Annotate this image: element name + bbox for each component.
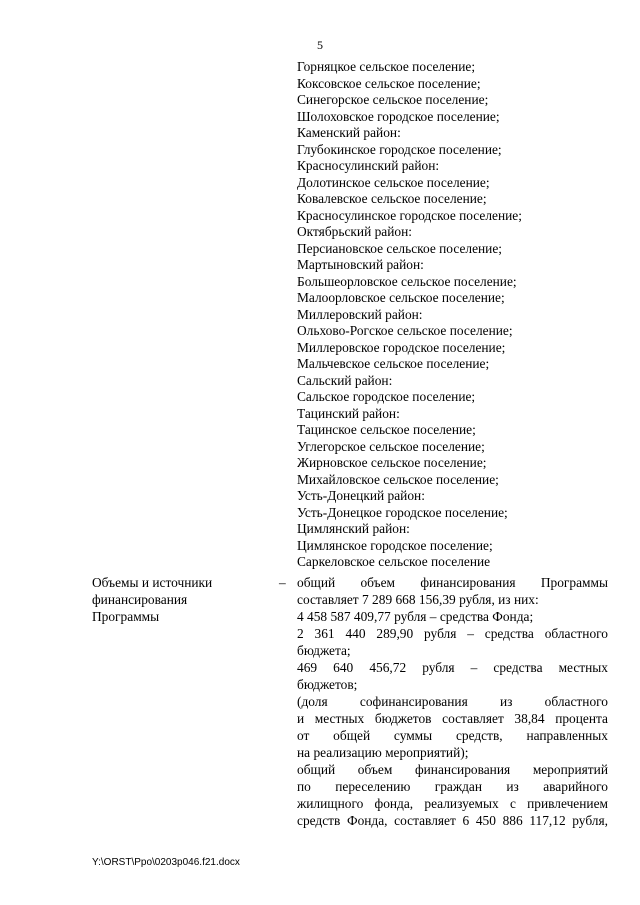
funding-text <box>297 574 608 829</box>
page-number: 5 <box>317 38 323 52</box>
settlement-line: Усть-Донецкий район: <box>297 488 425 503</box>
settlement-line: Цимлянский район: <box>297 521 410 536</box>
settlements-list <box>297 59 607 571</box>
settlement-line: Жирновское сельское поселение; <box>297 455 487 470</box>
funding-text-line: 469 640 456,72 рубля – средства местных <box>297 660 608 675</box>
funding-text-line: общий объем финансирования Программы <box>297 575 608 590</box>
funding-dash: – <box>279 575 286 590</box>
funding-text-line: средств Фонда, составляет 6 450 886 117,12 рубля, <box>297 813 608 828</box>
settlement-line: Малоорловское сельское поселение; <box>297 290 505 305</box>
settlement-line: Долотинское сельское поселение; <box>297 174 490 190</box>
funding-label-line: финансирования <box>92 592 188 607</box>
settlement-line: Сальский район: <box>297 372 393 388</box>
settlement-line: Тацинское сельское поселение; <box>297 422 476 437</box>
funding-text-line: от общей суммы средств, направленных <box>297 728 608 743</box>
settlement-line: Цимлянское городское поселение; <box>297 537 493 553</box>
funding-text-line: жилищного фонда, реализуемых с привлечением <box>297 796 608 811</box>
funding-text-line: составляет 7 289 668 156,39 рубля, из них: <box>297 592 539 607</box>
settlement-line: Усть-Донецкое городское поселение; <box>297 504 508 520</box>
footer-file-path: Y:\ORST\Ppo\0203p046.f21.docx <box>92 857 240 868</box>
funding-label-line: Программы <box>92 609 160 624</box>
funding-text-line: и местных бюджетов составляет 38,84 процента <box>297 711 608 726</box>
settlement-line: Михайловское сельское поселение; <box>297 471 499 487</box>
settlement-line: Красносулинский район: <box>297 158 440 173</box>
settlement-line: Мальчевское сельское поселение; <box>297 356 490 371</box>
settlement-line: Миллеровский район: <box>297 306 423 322</box>
settlement-line: Тацинский район: <box>297 405 400 421</box>
settlement-line: Ольхово-Рогское сельское поселение; <box>297 323 513 338</box>
funding-label <box>92 574 262 625</box>
settlement-line: Саркеловское сельское поселение <box>297 554 491 569</box>
settlement-line: Глубокинское городское поселение; <box>297 141 502 157</box>
funding-text-line: (доля софинансирования из областного <box>297 694 608 709</box>
settlement-line: Коксовское сельское поселение; <box>297 75 481 91</box>
funding-text-line: общий объем финансирования мероприятий <box>297 762 608 777</box>
funding-text-line: 2 361 440 289,90 рубля – средства областного <box>297 626 608 641</box>
settlement-line: Углегорское сельское поселение; <box>297 438 485 454</box>
settlement-line: Каменский район: <box>297 125 401 140</box>
funding-text-line: по переселению граждан из аварийного <box>297 779 608 794</box>
settlement-line: Большеорловское сельское поселение; <box>297 273 517 289</box>
settlement-line: Сальское городское поселение; <box>297 389 476 404</box>
settlement-line: Синегорское сельское поселение; <box>297 92 489 107</box>
settlement-line: Горняцкое сельское поселение; <box>297 59 476 74</box>
funding-label-line: Объемы и источники <box>92 575 213 590</box>
settlement-line: Миллеровское городское поселение; <box>297 339 506 355</box>
settlement-line: Мартыновский район: <box>297 257 424 272</box>
funding-text-line: бюджетов; <box>297 677 358 692</box>
settlement-line: Шолоховское городское поселение; <box>297 108 500 124</box>
funding-text-line: бюджета; <box>297 643 351 658</box>
settlement-line: Красносулинское городское поселение; <box>297 207 522 223</box>
funding-text-line: на реализацию мероприятий); <box>297 745 469 760</box>
settlement-line: Персиановское сельское поселение; <box>297 240 503 256</box>
funding-text-line: 4 458 587 409,77 рубля – средства Фонда; <box>297 609 534 624</box>
settlement-line: Ковалевское сельское поселение; <box>297 191 487 206</box>
settlement-line: Октябрьский район: <box>297 224 412 239</box>
